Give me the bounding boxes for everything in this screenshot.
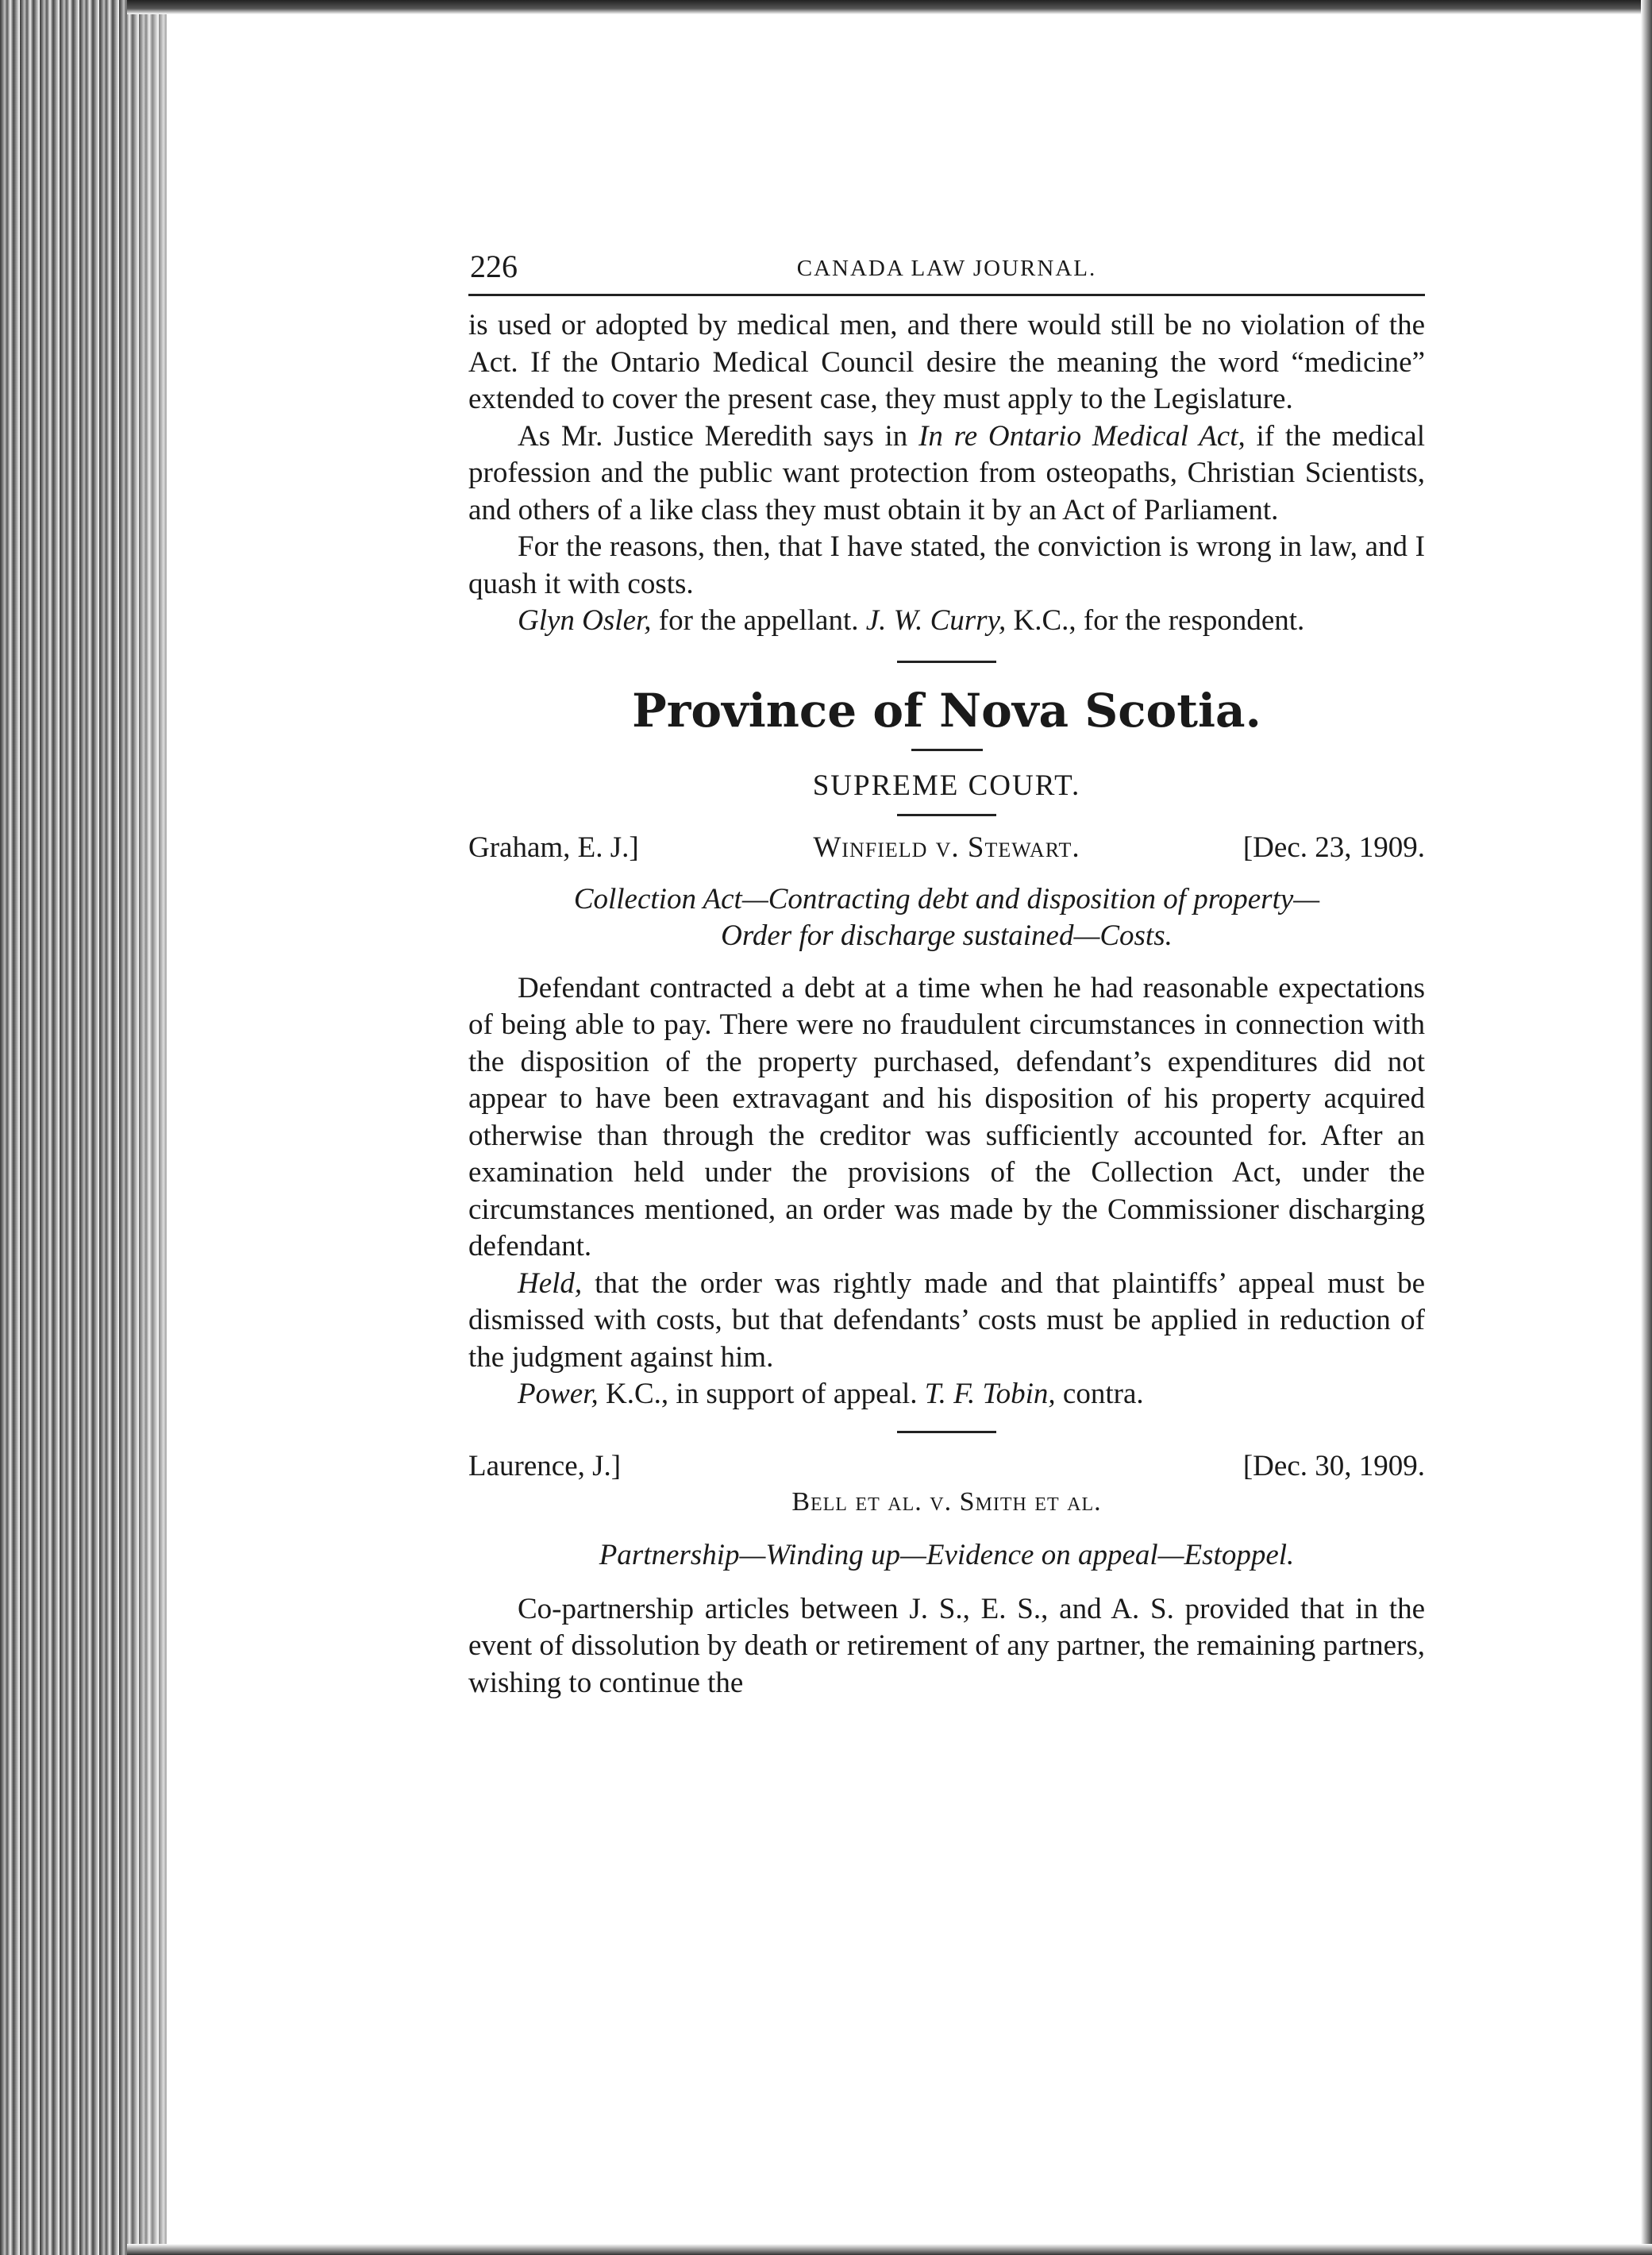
counsel-name-curry: J. W. Curry,: [865, 604, 1007, 637]
page-number: 226: [470, 249, 518, 284]
scan-top-border: [127, 0, 1652, 14]
meredith-text-after: if the medical profession and the public want protection from osteopaths, Christian Scientists, and others of a like class they must obtain it by an Act of Parliament.: [468, 419, 1425, 526]
case2-header: [468, 1449, 1425, 1486]
section-heading-rule: [911, 749, 983, 751]
case1-held: [468, 1266, 1425, 1377]
paragraph-reasons: For the reasons, then, that I have stated, the conviction is wrong in law, and I quash it with costs.: [468, 530, 1425, 600]
case1-counsel: [468, 1376, 1425, 1413]
case2-name: Bell et al. v. Smith et al.: [791, 1486, 1102, 1517]
case2-headnote: Partnership—Winding up—Evidence on appeal—Estoppel.: [599, 1538, 1295, 1571]
running-head: [468, 238, 1425, 287]
court-heading: SUPREME COURT.: [812, 769, 1081, 802]
case-citation-ontario-medical-act: In re Ontario Medical Act,: [918, 419, 1246, 453]
counsel-line-1: [468, 603, 1425, 640]
case2-judge: Laurence, J.]: [468, 1449, 622, 1482]
case1-held-text: that the order was rightly made and that plaintiffs’ appeal must be dismissed with costs, but that defendants’ costs must be applied in reduction of the judgment against him.: [468, 1266, 1425, 1374]
header-rule: [468, 294, 1425, 296]
document-page: [468, 238, 1425, 1702]
case1-header: [468, 831, 1425, 870]
case2-body: Co-partnership articles between J. S., E. S., and A. S. provided that in the event of dissolution by death or retirement of any partner, the remaining partners, wishing to continue the: [468, 1592, 1425, 1699]
counsel-name-tobin: T. F. Tobin,: [924, 1378, 1056, 1410]
case1-body: Defendant contracted a debt at a time when he had reasonable expectations of being able to pay. There were no fraudulent circumstances in connection with the disposition of the property purchased, defendant’s expenditures did not appear to have been extravagant and his disposition of his property acquired otherwise than through the creditor was sufficiently accounted for. After an examination held under the provisions of the Collection Act, under the circumstances mentioned, an order was made by the Commissioner discharging defendant.: [468, 971, 1425, 1262]
counsel-text-respondent: K.C., for the respondent.: [1006, 604, 1305, 637]
section-divider-rule: [897, 661, 996, 663]
journal-title: CANADA LAW JOURNAL.: [796, 256, 1097, 281]
case1-date: [Dec. 23, 1909.: [1242, 831, 1425, 864]
case1-headnote: [468, 881, 1425, 954]
counsel-text-appellant: for the appellant.: [651, 604, 866, 637]
case-divider-rule: [897, 1431, 996, 1433]
case1-held-label: Held,: [518, 1266, 583, 1300]
scan-bottom-border: [127, 2244, 1652, 2255]
meredith-text-before: As Mr. Justice Meredith says in: [518, 419, 919, 453]
case1-name: Winfield v. Stewart.: [813, 831, 1080, 864]
counsel-text-contra: contra.: [1055, 1378, 1144, 1410]
case1-judge: Graham, E. J.]: [468, 831, 639, 864]
court-heading-rule: [897, 814, 996, 816]
paragraph-medicine-act: is used or adopted by medical men, and there would still be no violation of the Act. If the Ontario Medical Council desire the meaning the word “medicine” extended to cover the present case, they must apply to the Legislature.: [468, 309, 1425, 415]
counsel-name-osler: Glyn Osler,: [518, 604, 652, 637]
counsel-name-power: Power,: [518, 1378, 599, 1410]
scan-right-border: [1641, 0, 1652, 2255]
paragraph-meredith: [468, 418, 1425, 530]
case2-date: [Dec. 30, 1909.: [1242, 1449, 1425, 1482]
section-heading: Province of Nova Scotia.: [632, 683, 1261, 738]
scan-binding-fade: [119, 0, 214, 2255]
counsel-text-appeal: K.C., in support of appeal.: [598, 1378, 925, 1410]
case1-headnote-line2: Order for discharge sustained—Costs.: [721, 919, 1173, 952]
case1-headnote-line1: Collection Act—Contracting debt and disposition of property—: [573, 882, 1320, 915]
